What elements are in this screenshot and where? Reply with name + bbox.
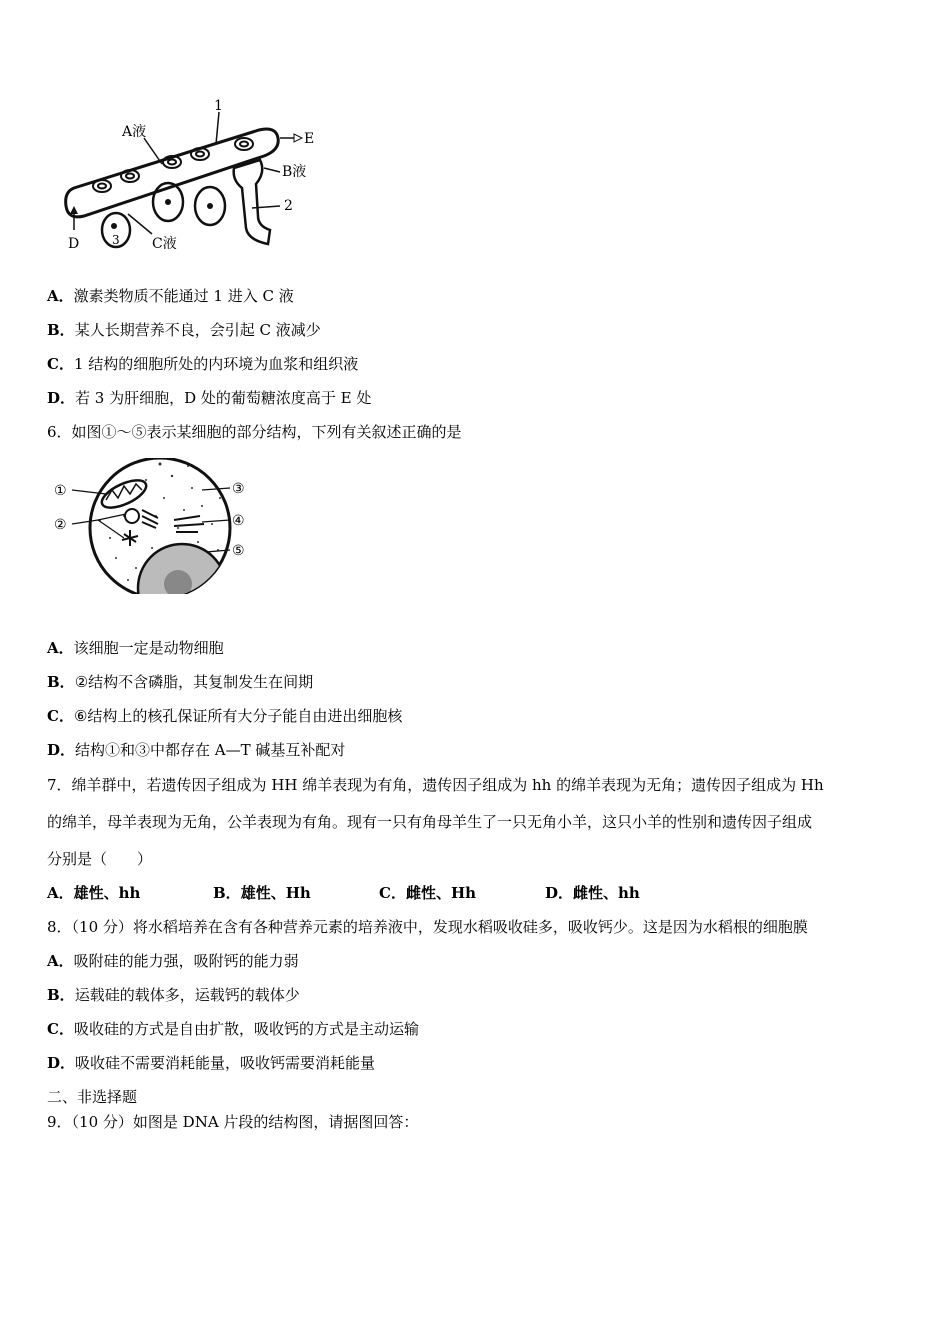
q7-stem-line1: 7．绵羊群中，若遗传因子组成为 HH 绵羊表现为有角，遗传因子组成为 hh 的绵羊表现为无角；遗传因子组成为 Hh xyxy=(47,776,824,794)
label-c-fluid: C液 xyxy=(152,236,177,252)
q6-option-c: C．⑥结构上的核孔保证所有大分子能自由进出细胞核 xyxy=(47,707,403,725)
label-a-fluid: A液 xyxy=(122,124,147,140)
q5-option-a: A．激素类物质不能通过 1 进入 C 液 xyxy=(47,287,294,305)
q8-option-b: B．运载硅的载体多，运载钙的载体少 xyxy=(47,986,300,1004)
q6-option-b: B．②结构不含磷脂，其复制发生在间期 xyxy=(47,673,314,691)
label-circled-1: ① xyxy=(54,483,67,499)
label-circled-3: ③ xyxy=(232,481,245,497)
label-b-fluid: B液 xyxy=(282,164,307,180)
q8-option-a: A．吸附硅的能力强，吸附钙的能力弱 xyxy=(47,952,299,970)
label-circled-2: ② xyxy=(54,517,67,533)
q8-option-c: C．吸收硅的方式是自由扩散，吸收钙的方式是主动运输 xyxy=(47,1020,419,1038)
q7-stem-line2: 的绵羊，母羊表现为无角，公羊表现为有角。现有一只有角母羊生了一只无角小羊，这只小羊的性别和遗传因子组成 xyxy=(47,813,813,831)
label-d: D xyxy=(68,236,80,252)
label-1: 1 xyxy=(214,98,223,114)
q7-option-b: B．雄性、Hh xyxy=(213,884,311,902)
q6-stem: 6．如图①～⑤表示某细胞的部分结构，下列有关叙述正确的是 xyxy=(47,423,462,441)
q7-options xyxy=(47,883,711,903)
q5-option-c: C．1 结构的细胞所处的内环境为血浆和组织液 xyxy=(47,355,359,373)
label-e: E xyxy=(304,131,315,147)
capillary-figure xyxy=(44,98,334,260)
label-2: 2 xyxy=(284,198,293,214)
q6-option-d: D．结构①和③中都存在 A—T 碱基互补配对 xyxy=(47,741,346,759)
cell-structure-figure xyxy=(52,458,264,594)
q8-stem: 8．（10 分）将水稻培养在含有各种营养元素的培养液中，发现水稻吸收硅多，吸收钙少。这是因为水稻根的细胞膜 xyxy=(47,918,808,936)
label-3: 3 xyxy=(112,233,120,247)
label-circled-4: ④ xyxy=(232,513,245,529)
section-title: 二、非选择题 xyxy=(47,1088,138,1106)
q7-option-a: A．雄性、hh xyxy=(47,884,141,902)
q7-option-d: D．雌性、hh xyxy=(545,884,640,902)
label-circled-5: ⑤ xyxy=(232,543,245,559)
q5-option-d: D．若 3 为肝细胞，D 处的葡萄糖浓度高于 E 处 xyxy=(47,389,372,407)
q7-stem-line3: 分别是（ ） xyxy=(47,850,153,868)
q7-option-c: C．雌性、Hh xyxy=(379,884,477,902)
q8-option-d: D．吸收硅不需要消耗能量，吸收钙需要消耗能量 xyxy=(47,1054,376,1072)
q5-option-b: B．某人长期营养不良，会引起 C 液减少 xyxy=(47,321,321,339)
q9-stem: 9．（10 分）如图是 DNA 片段的结构图，请据图回答： xyxy=(47,1113,419,1131)
q6-option-a: A．该细胞一定是动物细胞 xyxy=(47,639,224,657)
